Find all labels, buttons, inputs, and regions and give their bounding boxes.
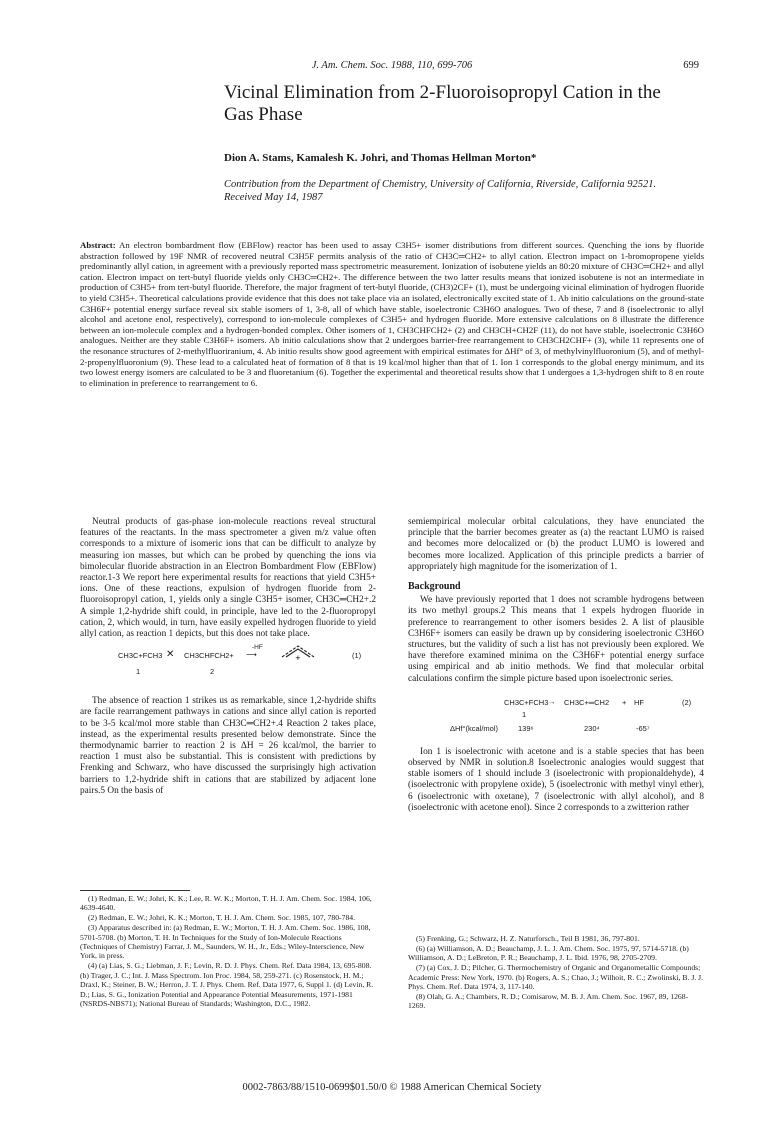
reaction-scheme-2 bbox=[408, 691, 704, 739]
svg-text:+: + bbox=[295, 654, 301, 662]
scheme1-arrow-icon: ⟶ bbox=[246, 650, 257, 660]
footnotes-left bbox=[80, 890, 376, 1009]
scheme1-arrow-label: -HF bbox=[252, 644, 263, 652]
section-heading-background: Background bbox=[408, 581, 461, 593]
reaction-scheme-1 bbox=[80, 646, 376, 688]
scheme1-blocked-arrow: ✕ bbox=[166, 649, 175, 661]
scheme1-equation-number: (1) bbox=[352, 651, 362, 661]
scheme2-plus: + bbox=[622, 697, 627, 707]
footnote: (1) Redman, E. W.; Johri, K. K.; Lee, R. W. K.; Morton, T. H. J. Am. Chem. Soc. 1984, 106, 4639-4640. bbox=[80, 894, 372, 913]
footnote: (3) Apparatus described in: (a) Redman, E. W.; Morton, T. H. J. Am. Chem. Soc. 1986, 108, 5701-5708. (b) Morton, T. H. In Techniques for the Study of Ion-Molecule Reactions (Techniques of Chemistry) Farrar, J. M., Saunders, W. H., Jr., Eds.; Wiley-Interscience, New York, in press. bbox=[80, 923, 371, 961]
paragraph: The absence of reaction 1 strikes us as remarkable, since 1,2-hydride shifts are facile rearrangement pathways in cations and since allyl cation is reported to be 3-5 kcal/mol more stable than CH3C═CH2+.4 Reaction 2 takes place, instead, as the experimental results presented below demonstrate. Since the thermodynamic barrier to reaction 2 is ΔH = 26 kcal/mol, the barrier to reaction 1 must also be substantial. This is consistent with predictions by Frenking and Schwarz, who have discussed the surprisingly high activation barriers to 1,2-hydride shift in cations that are stabilized by adjacent lone pairs.5 On the basis of bbox=[80, 696, 376, 796]
footnote: (8) Olah, G. A.; Chambers, R. D.; Comisarow, M. B. J. Am. Chem. Soc. 1967, 89, 1268-1269. bbox=[408, 991, 689, 1011]
scheme2-enthalpy-product-1: 230⁴ bbox=[584, 723, 600, 733]
scheme1-reactant: CH3C+FCH3 bbox=[118, 651, 163, 661]
copyright-footer: 0002-7863/88/1510-0699$01.50/0 © 1988 American Chemical Society bbox=[242, 1082, 542, 1093]
footnote: (6) (a) Williamson, A. D.; Beauchamp, J. L. J. Am. Chem. Soc. 1975, 97, 5714-5718. (b) Williamson, A. D.; LeBreton, P. R.; Beauchamp, J. L. Ibid. 1976, 98, 2705-2709. bbox=[408, 943, 689, 963]
paragraph: Ion 1 is isoelectronic with acetone and is a stable species that has been observed by NMR in solution.8 Isoelectronic analogies would suggest that stable isomers of 1 should include 3 (isoelectronic with propionaldehyde), 4 (isoelectronic with propylene oxide), 5 (isoelectronic with methyl vinyl ether), 6 (isoelectronic with oxetane), 7 (isoelectronic with allyl alcohol), and 8 (isoelectronic with acetone enol). Since 2 corresponds to a zwitterion rather bbox=[408, 746, 704, 813]
article-title: Vicinal Elimination from 2-Fluoroisopropyl Cation in the Gas Phase bbox=[224, 82, 661, 125]
paragraph: We have previously reported that 1 does not scramble hydrogens between its two methyl groups.2 This means that 1 expels hydrogen fluoride in preference to rearrangement to other isomers besides 2. A list of plausible C3H6F+ isomers can easily be drawn up by considering isoelectronic C3H6O structures, but the validity of such a list has not previously been explored. We have therefore examined minima on the C3H6F+ potential energy surface using empirical and ab initio methods. We find that molecular orbital calculations confirm the simple picture based upon isoelectronic series. bbox=[408, 595, 704, 684]
scheme2-arrow: → bbox=[548, 696, 556, 706]
scheme2-enthalpy-label: ΔHf°(kcal/mol) bbox=[450, 723, 499, 733]
paragraph: semiempirical molecular orbital calculations, they have enunciated the principle that the barrier becomes greater as (a) the reactant LUMO is raised and becomes more delocalized or (b) the product LUMO is lowered and becomes more localized. Application of this principle predicts a barrier of appropriately high magnitude for the isomerization of 1. bbox=[408, 517, 704, 572]
scheme2-product-1: CH3C+═CH2 bbox=[564, 697, 610, 707]
scheme1-intermediate: CH3CHFCH2+ bbox=[184, 651, 234, 661]
paragraph: Neutral products of gas-phase ion-molecule reactions reveal structural features of the reactants. In the mass spectrometer a given m/z value often corresponds to a mixture of isomeric ions that can be difficult to analyze by measuring ion masses, but which can be probed by quenching the ions via bimolecular fluoride abstraction in an Electron Bombardment Flow (EBFlow) reactor.1-3 We report here experimental results for reactions that yield C3H5+ ions. One of these reactions, expulsion of hydrogen fluoride from 2-fluoroisopropyl cation, 1, yields only a single C3H5+ isomer, CH3C═CH2+.2 A simple 1,2-hydride shift could, in principle, have led to the 2-fluoropropyl cation, 2, which would, in turn, have easily expelled hydrogen fluoride to yield allyl cation, as reaction 1 depicts, but this does not take place. bbox=[80, 517, 376, 640]
footnote: (7) (a) Cox, J. D.; Pilcher, G. Thermochemistry of Organic and Organometallic Compounds; Academic Press: New York, 1970. (b) Rogers, A. S.; Chao, J.; Wilhoit, R. C.; Zwolinski, B. J. J. Phys. Chem. Ref. Data 1974, 3, 117-140. bbox=[408, 963, 704, 992]
article-authors: Dion A. Stams, Kamalesh K. Johri, and Thomas Hellman Morton* bbox=[224, 152, 537, 164]
scheme1-intermediate-number: 2 bbox=[210, 667, 215, 677]
scheme2-enthalpy-reactant: 139⁶ bbox=[518, 723, 534, 733]
scheme2-reactant: CH3C+FCH3 bbox=[504, 697, 549, 707]
abstract-text: An electron bombardment flow (EBFlow) reactor has been used to assay C3H5+ isomer distributions from different sources. Quenching the ions by fluoride abstraction followed by 19F NMR of recovered neutral C3H5F permits analysis of the ratio of CH3C═CH2+ to allyl cation. Electron impact on 1-bromopropene yields predominantly allyl cation, in agreement with a previously reported mass spectrometric measurement. Ionization of isobutene yields an 80:20 mixture of CH3C═CH2+ and allyl cation. Electron impact on tert-butyl fluoride yields only CH3C═CH2+. The difference between the two latter results means that ionized isobutene is not an intermediate in production of C3H5+ from tert-butyl fluoride. Therefore, the major fragment of tert-butyl fluoride, (CH3)2CF+ (1), must be undergoing vicinal elimination of hydrogen fluoride to yield C3H5+. Theoretical calculations provide evidence that this does not take place via an isolated, electronically excited state of 1. Ab initio calculations on the ground-state C3H6F+ potential energy surface reveal six stable isomers of 1, 3-8, all of which have stable, isoelectronic C3H6O analogues. Two of these, 7 and 8 (isoelectronic to allyl alcohol and acetone enol, respectively), correspond to ion-molecule complexes of C3H5+ and hydrogen fluoride. More extensive calculations on 8 illustrate the difference between an ion-molecule complex and a hydrogen-bonded complex. Other isomers of 1, CH3CHFCH2+ (2) and CH3CH+CH2F (11), do not have stable, isoelectronic C3H6O analogues. Neither are they stable C3H6F+ isomers. Ab initio calculations show that 2 undergoes barrier-free rearrangement to CH3CH2CHF+ (3), while 11 represents one of the resonance structures of 2-methylfluoriranium, 4. Ab initio results show good agreement with empirical estimates for ΔHf° of 3, of methylvinylfluoronium (5), and of methyl-2-propenylfluoronium (9). These lead to a calculated heat of formation of 8 that is 19 kcal/mol higher than that of 1. Ion 1 corresponds to the global energy minimum, and its two lowest energy isomers are calculated to be 3 and fluoretanium (6). Together the experimental and theoretical results show that 1 undergoes a 1,3-hydrogen shift to 8 en route to elimination in preference to rearrangement to 6. bbox=[80, 240, 704, 388]
scheme2-equation-number: (2) bbox=[682, 697, 692, 707]
scheme2-reactant-number: 1 bbox=[522, 709, 527, 719]
footnotes-right bbox=[408, 934, 704, 1011]
body-column-left bbox=[80, 517, 376, 797]
footnote: (5) Frenking, G.; Schwarz, H. Z. Naturforsch., Teil B 1981, 36, 797-801. bbox=[416, 934, 640, 943]
article-affiliation: Contribution from the Department of Chemistry, University of California, Riverside, California 92521. Received May 14, 1987 bbox=[224, 179, 657, 203]
footnote: (2) Redman, E. W.; Johri, K. K.; Morton, T. H. J. Am. Chem. Soc. 1985, 107, 780-784. bbox=[88, 913, 356, 923]
page-number: 699 bbox=[683, 60, 699, 71]
abstract bbox=[80, 240, 704, 388]
body-column-right bbox=[408, 517, 704, 814]
running-head: J. Am. Chem. Soc. 1988, 110, 699-706 bbox=[311, 60, 473, 71]
footnote-rule bbox=[80, 890, 190, 891]
scheme1-reactant-number: 1 bbox=[136, 667, 141, 677]
allyl-structure-icon bbox=[280, 643, 316, 664]
scheme2-product-2: HF bbox=[634, 697, 644, 707]
scheme2-enthalpy-product-2: -65⁷ bbox=[636, 723, 650, 733]
footnote: (4) (a) Lias, S. G.; Liebman, J. F.; Levin, R. D. J. Phys. Chem. Ref. Data 1984, 13, 695-808. (b) Trager, J. C.; Int. J. Mass Spectrom. Ion Proc. 1984, 58, 259-271. (c) Rosenstock, H. M.; Draxl, K.; Steiner, B. W.; Herron, J. T. J. Phys. Chem. Ref. Data 1977, 6, Suppl 1. (d) Levin, R. D.; Lias, S. G., Ionization Potential and Appearance Potential Measurements, 1971-1981 (NSRDS-NBS71); National Bureau of Standards; Washington, D.C., 1982. bbox=[80, 961, 374, 1008]
abstract-label: Abstract: bbox=[80, 240, 116, 250]
